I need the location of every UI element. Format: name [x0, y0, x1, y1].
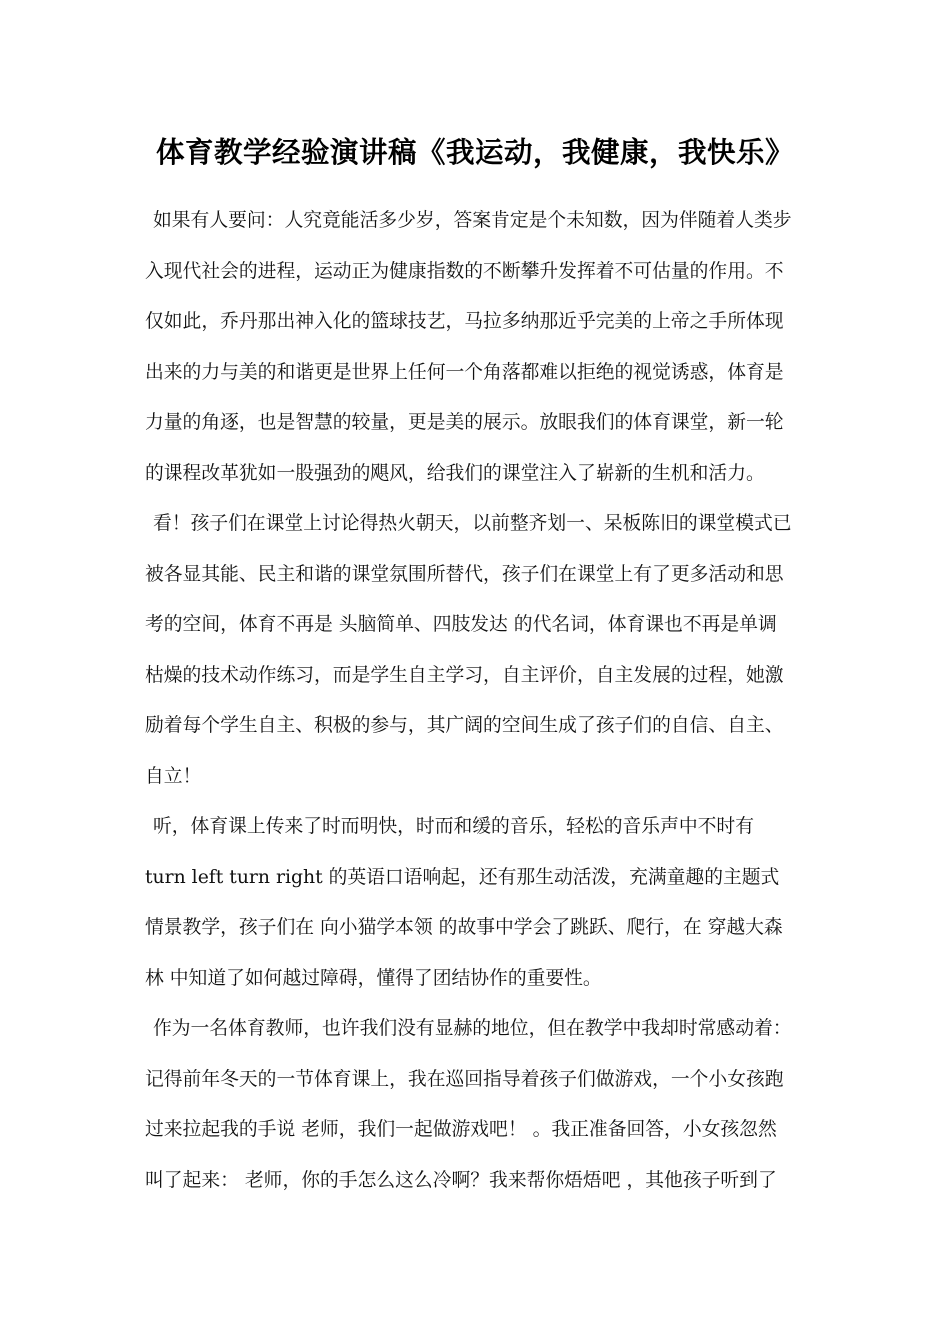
paragraph-1-line-6: 的课程改革犹如一股强劲的飓风，给我们的课堂注入了崭新的生机和活力。 [145, 462, 765, 484]
paragraph-1-line-5: 力量的角逐，也是智慧的较量，更是美的展示。放眼我们的体育课堂，新一轮 [145, 412, 784, 433]
paragraph-2-line-5: 励着每个学生自主、积极的参与，其广阔的空间生成了孩子们的自信、自主、 [145, 715, 784, 736]
paragraph-3-line-3: 情景教学，孩子们在 向小猫学本领 的故事中学会了跳跃、爬行，在 穿越大森 [145, 917, 783, 938]
paragraph-3-line-1: 听，体育课上传来了时而明快，时而和缓的音乐，轻松的音乐声中不时有 [153, 816, 754, 837]
paragraph-4-line-3: 过来拉起我的手说 老师，我们一起做游戏吧！ 。我正准备回答，小女孩忽然 [145, 1119, 777, 1140]
paragraph-2-line-6: 自立！ [145, 765, 202, 787]
paragraph-1-line-4: 出来的力与美的和谐更是世界上任何一个角落都难以拒绝的视觉诱惑，体育是 [145, 361, 784, 383]
paragraph-3-line-2: turn left turn right 的英语口语响起，还有那生动活泼，充满童趣的主题式 [145, 866, 780, 888]
document-title: 体育教学经验演讲稿《我运动，我健康，我快乐》 [155, 135, 794, 169]
paragraph-1-line-3: 仅如此，乔丹那出神入化的篮球技艺，马拉多纳那近乎完美的上帝之手所体现 [145, 311, 784, 332]
paragraph-4-line-4: 叫了起来： 老师，你的手怎么这么冷啊？我来帮你焐焐吧 ，其他孩子听到了 [145, 1169, 777, 1191]
paragraph-1-line-2: 入现代社会的进程，运动正为健康指数的不断攀升发挥着不可估量的作用。不 [145, 260, 784, 282]
paragraph-4-line-2: 记得前年冬天的一节体育课上，我在巡回指导着孩子们做游戏，一个小女孩跑 [145, 1068, 784, 1090]
paragraph-2-line-4: 枯燥的技术动作练习，而是学生自主学习，自主评价，自主发展的过程，她激 [145, 664, 784, 686]
paragraph-2-line-1: 看！孩子们在课堂上讨论得热火朝天，以前整齐划一、呆板陈旧的课堂模式已 [153, 513, 792, 534]
paragraph-3-line-4: 林 中知道了如何越过障碍，懂得了团结协作的重要性。 [145, 967, 602, 989]
paragraph-1-line-1: 如果有人要问：人究竟能活多少岁，答案肯定是个未知数，因为伴随着人类步 [153, 210, 792, 231]
paragraph-2-line-3: 考的空间，体育不再是 头脑简单、四肢发达 的代名词，体育课也不再是单调 [145, 614, 777, 635]
document-body [145, 201, 807, 1211]
paragraph-2-line-2: 被各显其能、民主和谐的课堂氛围所替代，孩子们在课堂上有了更多活动和思 [145, 563, 784, 585]
paragraph-4-line-1: 作为一名体育教师，也许我们没有显赫的地位，但在教学中我却时常感动着： [153, 1018, 792, 1039]
